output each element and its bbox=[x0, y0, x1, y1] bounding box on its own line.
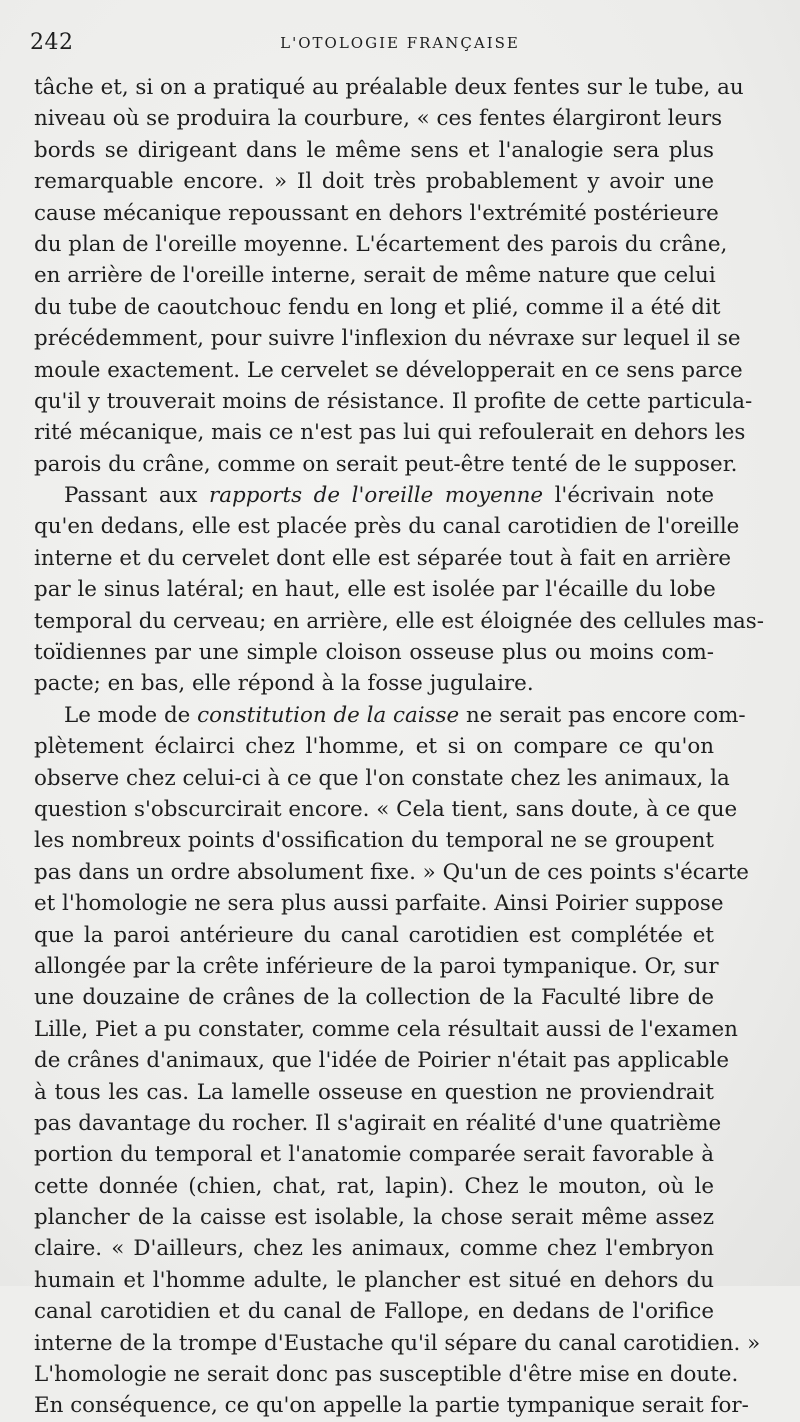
text-line: que la paroi antérieure du canal carotidien est complétée et bbox=[34, 922, 714, 948]
text-line: niveau où se produira la courbure, « ces fentes élargiront leurs bbox=[34, 106, 723, 132]
text-line: bords se dirigeant dans le même sens et l'analogie sera plus bbox=[34, 137, 714, 163]
text-line bbox=[34, 480, 714, 511]
text-line: qu'en dedans, elle est placée près du canal carotidien de l'oreille bbox=[34, 514, 740, 540]
text-line: par le sinus latéral; en haut, elle est isolée par l'écaille du lobe bbox=[34, 577, 716, 603]
text-line: remarquable encore. » Il doit très probablement y avoir une bbox=[34, 169, 714, 195]
text-line: question s'obscurcirait encore. « Cela tient, sans doute, à ce que bbox=[34, 796, 738, 822]
text-line: portion du temporal et l'anatomie comparée serait favorable à bbox=[34, 1142, 714, 1168]
text-line: L'homologie ne serait donc pas susceptible d'être mise en doute. bbox=[34, 1362, 739, 1388]
text-line: observe chez celui-ci à ce que l'on constate chez les animaux, la bbox=[34, 765, 730, 791]
body-text bbox=[34, 72, 764, 1422]
text-line: de crânes d'animaux, que l'idée de Poirier n'était pas applicable bbox=[34, 1048, 730, 1074]
italic-term: rapports de l'oreille moyenne bbox=[209, 483, 543, 509]
text-segment: l'écrivain note bbox=[543, 483, 714, 509]
text-line: temporal du cerveau; en arrière, elle est éloignée des cellules mas- bbox=[34, 608, 764, 634]
text-line bbox=[34, 700, 746, 731]
text-line: du plan de l'oreille moyenne. L'écartement des parois du crâne, bbox=[34, 231, 728, 257]
page-header bbox=[30, 30, 770, 56]
text-line: humain et l'homme adulte, le plancher est situé en dehors du bbox=[34, 1267, 714, 1293]
text-line: à tous les cas. La lamelle osseuse en question ne proviendrait bbox=[34, 1079, 714, 1105]
text-line: plètement éclairci chez l'homme, et si on compare ce qu'on bbox=[34, 734, 714, 760]
text-segment: ne serait pas encore com- bbox=[459, 702, 746, 728]
text-line: en arrière de l'oreille interne, serait de même nature que celui bbox=[34, 263, 716, 289]
text-line: canal carotidien et du canal de Fallope, en dedans de l'orifice bbox=[34, 1299, 714, 1325]
text-line: précédemment, pour suivre l'inflexion du névraxe sur lequel il se bbox=[34, 326, 741, 352]
text-line: du tube de caoutchouc fendu en long et plié, comme il a été dit bbox=[34, 294, 721, 320]
text-line: plancher de la caisse est isolable, la chose serait même assez bbox=[34, 1205, 714, 1231]
text-line: les nombreux points d'ossification du temporal ne se groupent bbox=[34, 828, 714, 854]
text-line: pas dans un ordre absolument fixe. » Qu'un de ces points s'écarte bbox=[34, 859, 749, 885]
text-line: qu'il y trouverait moins de résistance. Il profite de cette particula- bbox=[34, 388, 753, 414]
text-line: pacte; en bas, elle répond à la fosse jugulaire. bbox=[34, 671, 534, 697]
italic-term: constitution de la caisse bbox=[197, 702, 460, 728]
text-line: Lille, Piet a pu constater, comme cela résultait aussi de l'examen bbox=[34, 1016, 738, 1042]
text-line: tâche et, si on a pratiqué au préalable deux fentes sur le tube, au bbox=[34, 75, 744, 100]
text-line: allongée par la crête inférieure de la paroi tympanique. Or, sur bbox=[34, 953, 719, 979]
text-line: rité mécanique, mais ce n'est pas lui qui refoulerait en dehors les bbox=[34, 420, 746, 446]
text-line: une douzaine de crânes de la collection de la Faculté libre de bbox=[34, 985, 714, 1011]
text-segment: Le mode de bbox=[64, 702, 198, 728]
text-line: toïdiennes par une simple cloison osseuse plus ou moins com- bbox=[34, 640, 714, 666]
text-line: cette donnée (chien, chat, rat, lapin). Chez le mouton, où le bbox=[34, 1173, 714, 1199]
text-line: pas davantage du rocher. Il s'agirait en réalité d'une quatrième bbox=[34, 1110, 722, 1136]
page-number: 242 bbox=[30, 30, 74, 55]
text-line: claire. « D'ailleurs, chez les animaux, comme chez l'embryon bbox=[34, 1236, 714, 1262]
running-title: L'OTOLOGIE FRANÇAISE bbox=[280, 34, 520, 52]
text-line: et l'homologie ne sera plus aussi parfaite. Ainsi Poirier suppose bbox=[34, 891, 724, 917]
text-line: interne et du cervelet dont elle est séparée tout à fait en arrière bbox=[34, 545, 732, 571]
text-line: En conséquence, ce qu'on appelle la partie tympanique serait for- bbox=[34, 1393, 749, 1419]
text-line: interne de la trompe d'Eustache qu'il sépare du canal carotidien. » bbox=[34, 1330, 761, 1356]
text-line: cause mécanique repoussant en dehors l'extrémité postérieure bbox=[34, 200, 719, 226]
text-line: parois du crâne, comme on serait peut-être tenté de le supposer. bbox=[34, 451, 738, 477]
text-segment: Passant aux bbox=[64, 483, 210, 509]
text-line: moule exactement. Le cervelet se développerait en ce sens parce bbox=[34, 357, 743, 383]
